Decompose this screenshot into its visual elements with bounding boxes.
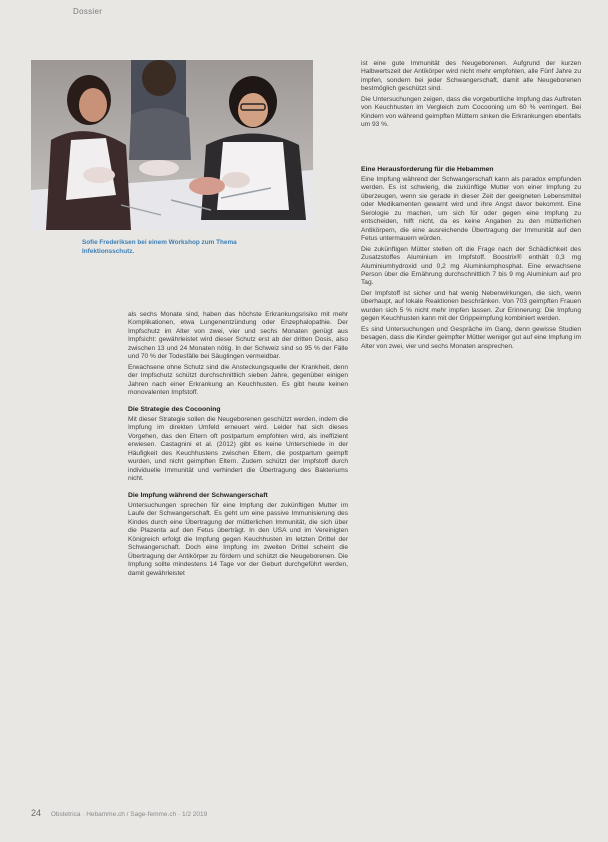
paragraph: Erwachsene ohne Schutz sind die Ansteckungsquelle der Krankheit, denn der Impfschutz schützt durchschnittlich sieben Jahre, gegenüber einigen Jahren nach einer Erkrankung an Keuchhusten. Es gibt heute keinen monovalenten Impfstoff. xyxy=(128,363,348,397)
page-number: 24 xyxy=(31,808,42,818)
paragraph: Mit dieser Strategie sollen die Neugeborenen geschützt werden, indem die Impfung im direkten Umfeld erneuert wird. Leider hat sich dieses Vorgehen, das den Eltern oft postpartum empfohlen wird, als ineffizient erwiesen. Castagnini et al. (2012) gibt es keine Unterschiede in der Häufigkeit des Keuchhustens zwischen Eltern, die postpartum geimpft wurden, und nicht geimpften Eltern. Zudem schützt der Impfstoff durch individuelle Immunität und verhindert die Übertragung des Bakteriums nicht. xyxy=(128,415,348,483)
photo-caption: Sofie Frederiksen bei einem Workshop zum Thema Infektionsschutz. xyxy=(82,239,237,255)
publication-name: Obstetrica · Hebamme.ch / Sage-femme.ch · 1/2 2019 xyxy=(50,811,208,818)
paragraph: als sechs Monate sind, haben das höchste Erkrankungsrisiko mit mehr Komplikationen, etwa Lungenentzündung oder Enzephalopathie. Der Impfschutz im Alter von zwei, vier und sechs Monaten genügt aus Impfsicht: gewährleistet wird dieser Schutz erst ab der dritten Dosis, also zwischen 13 und 24 Monaten nötig. In der Schweiz sind so 95 % der Fälle und 70 % der Todesfälle bei Säuglingen vermeidbar. xyxy=(128,311,348,361)
paragraph: Der Impfstoff ist sicher und hat wenig Nebenwirkungen, die sich, wenn überhaupt, auf lokale Reaktionen beschränken. Von 703 geimpften Frauen wurden sich 5 % nicht mehr impfen lassen. Zur Erinnerung: Die Impfung gegen Keuchhusten kann mit der Grippeimpfung kombiniert werden. xyxy=(361,289,581,323)
workshop-photo xyxy=(31,60,313,230)
paragraph: Untersuchungen sprechen für eine Impfung der zukünftigen Mutter im Laufe der Schwangerschaft. Es geht um eine passive Immunisierung des Kindes durch eine Übertragung der mütterlichen Immunität, die sich über die Plazenta auf den Fetus überträgt. In den USA und im Vereinigten Königreich erfolgt die Impfung gegen Keuchhusten im letzten Drittel der Schwangerschaft. Doch eine Impfung im zweiten Drittel scheint die Übertragung der Antikörper zu fördern und schützt die Neugeborenen. Die Impfung sollte mindestens 14 Tage vor der Geburt durchgeführt werden, damit gewährleistet xyxy=(128,501,348,577)
article-left-column xyxy=(128,311,348,580)
page-footer xyxy=(31,808,291,818)
section-heading: Eine Herausforderung für die Hebammen xyxy=(361,165,494,173)
paragraph: Die Untersuchungen zeigen, dass die vorgeburtliche Impfung das Auftreten von Keuchhusten im Vergleich zum Cocooning um 60 % verringert. Bei Kindern von während geimpften Müttern sinken die Erkrankungen ebenfalls um 93 %. xyxy=(361,95,581,129)
paragraph: Eine Impfung während der Schwangerschaft kann als paradox empfunden werden. Es ist schwierig, die zukünftige Mutter von einer Impfung zu überzeugen, wenn sie gerade in dieser Zeit der geeigneten Lebensmittel oder Medikamenten gewarnt wird und ihre Angst davor bekommt. Eine Serologie zu machen, um sich für oder gegen eine Impfung zu entscheiden, hilft nicht, da es keine Angaben zu den mütterlichen Antikörpern, die eine ausreichende Übertragung der Immunität auf den Fetus untermauern würden. xyxy=(361,176,581,243)
paragraph: ist eine gute Immunität des Neugeborenen. Aufgrund der kurzen Halbwertszeit der Antikörper wird nicht mehr empfohlen, alle Fünf Jahre zu impfen, sondern bei jeder Schwangerschaft, damit alle Neugeborenen bestmöglich geschützt sind. xyxy=(361,60,581,93)
paragraph: Es sind Untersuchungen und Gespräche im Gang, denn gewisse Studien besagen, dass die Kinder geimpfter Mütter weniger gut auf eine Impfung im Alter von zwei, vier und sechs Monaten ansprechen. xyxy=(361,325,581,350)
section-label: Dossier xyxy=(73,7,103,16)
section-heading: Die Impfung während der Schwangerschaft xyxy=(128,491,268,499)
section-heading: Die Strategie des Cocooning xyxy=(128,405,221,413)
article-right-column xyxy=(361,60,581,353)
paragraph: Die zukünftigen Mütter stellen oft die Frage nach der Schädlichkeit des Zusatzstoffes Aluminium im Impfstoff. Boostrix® enthält 0,3 mg Aluminiumhydroxid und 0,2 mg Aluminiumphosphat. Eine erwachsene Person über die Ernährung durchschnittlich 7 bis 9 mg Aluminium auf pro Tag. xyxy=(361,245,581,287)
